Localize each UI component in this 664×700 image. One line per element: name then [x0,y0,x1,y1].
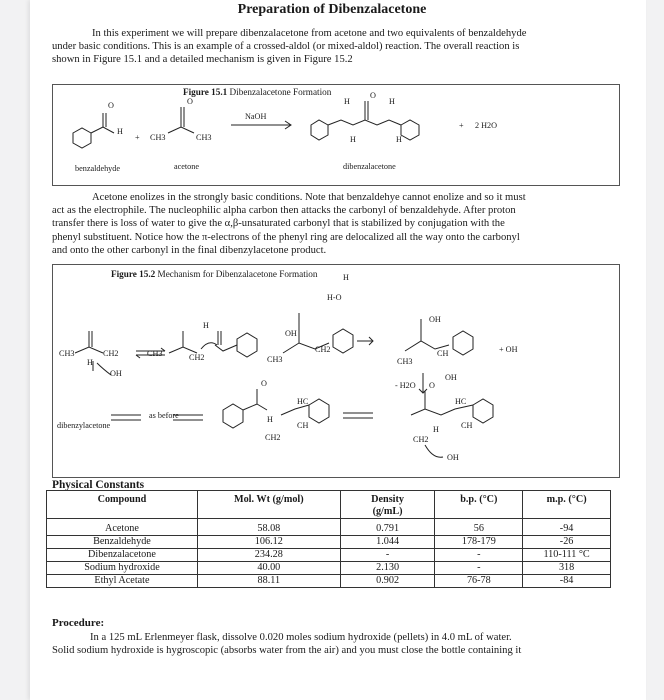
figure-15-2-caption: Figure 15.2 Mechanism for Dibenzalacetone Formation [111,269,318,279]
table-cell: - [435,562,523,575]
table-cell: 0.791 [340,519,435,536]
mech-hc-1: HC [297,397,309,406]
procedure-paragraph [52,631,618,657]
table-cell: 2.130 [340,562,435,575]
table-cell: - [340,549,435,562]
label-dibenzalacetone: dibenzalacetone [343,162,396,171]
table-header-row [47,491,611,519]
col-mp: m.p. (°C) [523,491,611,519]
mech-ch3-4: CH3 [397,357,413,366]
figure-15-2-box [52,264,620,478]
label-benzaldehyde: benzaldehyde [75,164,121,173]
reagent-naoh: NaOH [245,112,267,121]
col-mol-wt: Mol. Wt (g/mol) [197,491,340,519]
mech-oh-2: OH [285,329,297,338]
procedure-line-1: In a 125 mL Erlenmeyer flask, dissolve 0.020 moles sodium hydroxide (pellets) in 4.0 mL of water. [90,632,512,643]
table-cell: Ethyl Acetate [47,575,198,588]
table-row [47,536,611,549]
physical-constants-table [46,490,611,588]
table-row [47,519,611,536]
procedure-heading: Procedure: [52,617,105,629]
mech-hc-2: HC [455,397,467,406]
table-row [47,562,611,575]
table-cell: Acetone [47,519,198,536]
mech-ho: H-O [327,293,342,302]
byproduct-water: 2 H2O [475,121,498,130]
mech-oh-minus-3: OH [447,453,459,462]
acetone-o: O [187,97,193,106]
product-h-4: H [396,135,402,144]
mech-ch2-1: CH2 [103,349,119,358]
mech-minus-h2o: - H2O [395,381,416,390]
mech-o-1: O [261,379,267,388]
figure-15-1-box [52,84,620,186]
intro-line-3: shown in Figure 15.1 and a detailed mechanism is given in Figure 15.2 [52,54,353,66]
mech-h-5: H [433,425,439,434]
col-compound: Compound [47,491,198,519]
table-cell: -26 [523,536,611,549]
acetone-ch3-left: CH3 [150,133,166,142]
product-h-3: H [350,135,356,144]
figure-15-1-caption: Figure 15.1 Dibenzalacetone Formation [183,87,332,97]
intro-paragraph [52,27,618,67]
mech-ch2-4: CH2 [265,433,281,442]
product-o: O [370,91,376,100]
body-paragraph [52,191,618,257]
acetone-ch3-right: CH3 [196,133,212,142]
physical-constants-title: Physical Constants [52,479,145,491]
table-cell: 1.044 [340,536,435,549]
mech-ch-2: CH [297,421,309,430]
mech-h-3: H [343,273,349,282]
mech-o-2: O [429,381,435,390]
mech-ch-3: CH [461,421,473,430]
table-cell: 318 [523,562,611,575]
benzaldehyde-ring [73,128,91,148]
mech-h-1: H [87,358,93,367]
product-h-2: H [389,97,395,106]
body-line-5: and onto the other carbonyl in the final dibenzylacetone product. [52,244,327,256]
table-cell: 106.12 [197,536,340,549]
mech-oh-minus-2: OH [445,373,457,382]
plus-sign-1: + [135,133,140,142]
table-row [47,575,611,588]
page-title: Preparation of Dibenzalacetone [237,2,427,17]
mech-ch-1: CH [437,349,449,358]
table-cell: - [435,549,523,562]
procedure-line-2: Solid sodium hydroxide is hygroscopic (absorbs water from the air) and you must close the bottle containing it [52,645,522,657]
table-cell: -94 [523,519,611,536]
table-cell: Sodium hydroxide [47,562,198,575]
mech-plus-oh: + OH [499,345,518,354]
mech-h-4: H [267,415,273,424]
table-cell: -84 [523,575,611,588]
body-line-4: phenyl substituent. Notice how the π-electrons of the phenyl ring are delocalized all the way onto the carbonyl [52,231,520,243]
mech-ch3-1: CH3 [59,349,75,358]
mech-ch3-3: CH3 [267,355,283,364]
table-cell: 40.00 [197,562,340,575]
table-cell: 88.11 [197,575,340,588]
mech-ch2-5: CH2 [413,435,429,444]
plus-sign-2: + [459,121,464,130]
table-cell: 110-111 °C [523,549,611,562]
intro-line-1: In this experiment we will prepare dibenzalacetone from acetone and two equivalents of benzaldehyde [92,28,527,39]
mech-as-before: as before [149,411,179,420]
label-acetone: acetone [174,162,199,171]
table-cell: 58.08 [197,519,340,536]
benzaldehyde-h: H [117,127,123,136]
mech-oh-3: OH [429,315,441,324]
body-line-2: act as the electrophile. The nucleophilic alpha carbon then attacks the carbonyl of benzaldehyde. After proton [52,205,516,217]
table-cell: 76-78 [435,575,523,588]
table-cell: Benzaldehyde [47,536,198,549]
table-cell: 56 [435,519,523,536]
mech-ch2-3: CH2 [315,345,331,354]
table-row [47,549,611,562]
mech-h-2: H [203,321,209,330]
intro-line-2: under basic conditions. This is an example of a crossed-aldol (or mixed-aldol) reaction. The overall reaction is [52,41,520,53]
product-h-1: H [344,97,350,106]
table-cell: 178-179 [435,536,523,549]
table-cell: 0.902 [340,575,435,588]
col-bp: b.p. (°C) [435,491,523,519]
col-density: Density (g/mL) [340,491,435,519]
benzaldehyde-o: O [108,101,114,110]
mech-ch3-2: CH3 [147,349,163,358]
table-cell: Dibenzalacetone [47,549,198,562]
mech-ch2-2: CH2 [189,353,205,362]
body-line-3: transfer there is loss of water to give the α,β-unsaturated carbonyl that is stabilized by conjugation with the [52,218,505,230]
body-line-1: Acetone enolizes in the strongly basic conditions. Note that benzaldehye cannot enolize and so it must [92,192,526,203]
table-cell: 234.28 [197,549,340,562]
mech-oh-minus-1: OH [110,369,122,378]
mech-label-dibenzylacetone: dibenzylacetone [57,421,111,430]
